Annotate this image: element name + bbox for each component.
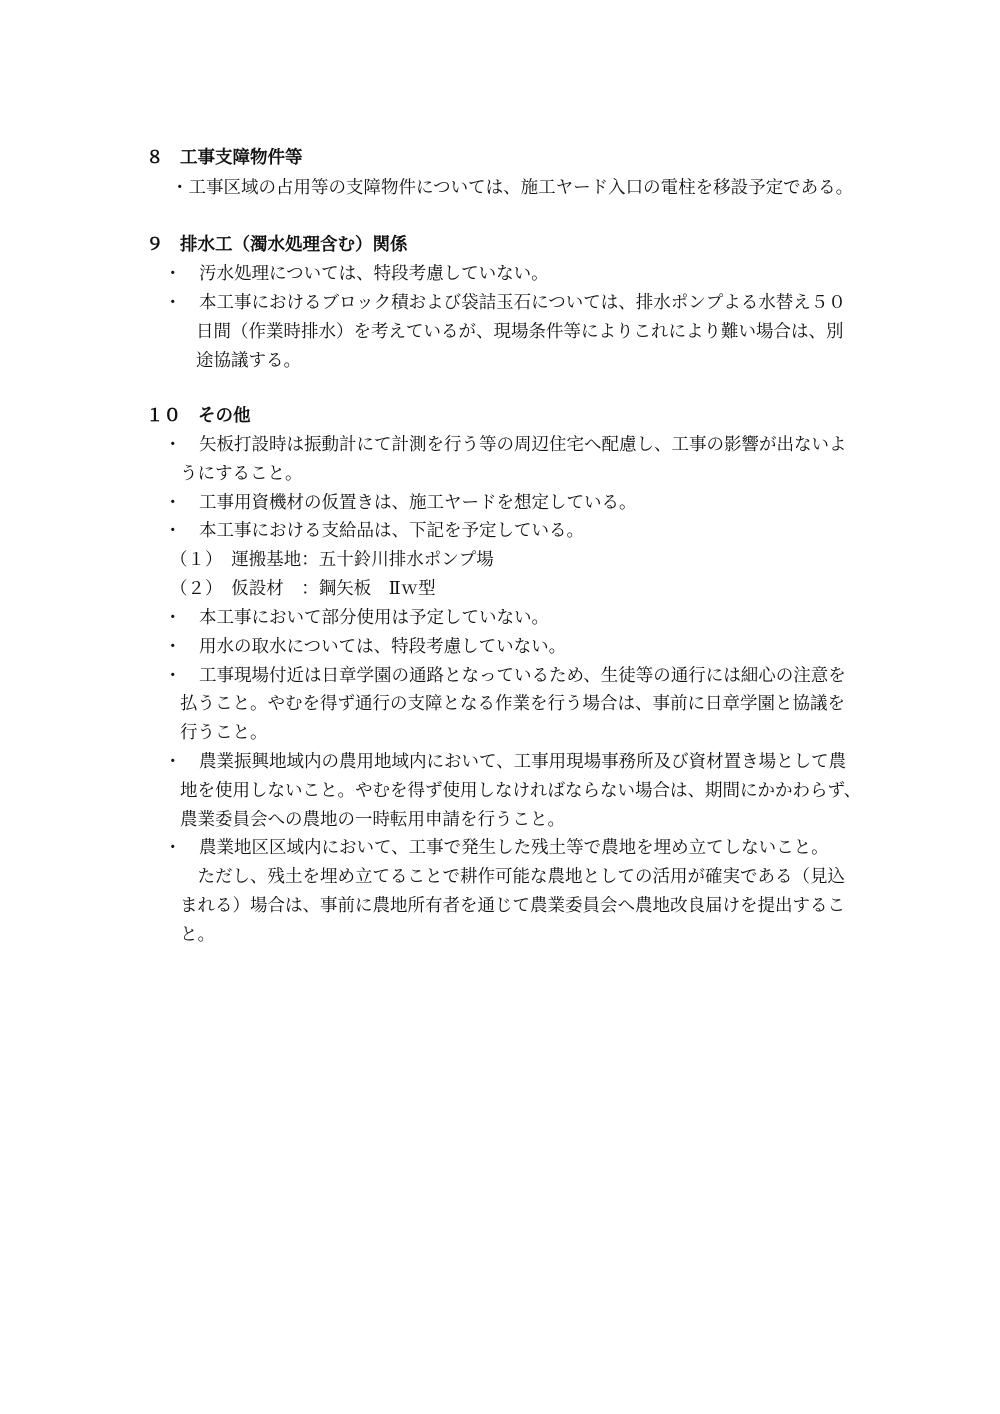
section-8-heading <box>146 146 303 170</box>
body-line: ・ 工事用資機材の仮置きは、施工ヤードを想定している。 <box>164 493 637 513</box>
section-number: ９ <box>146 235 164 255</box>
body-line: ・ 工事現場付近は日章学園の通路となっているため、生徒等の通行には細心の注意を <box>164 666 846 686</box>
section-title: その他 <box>198 406 251 426</box>
section-10-heading <box>146 404 251 428</box>
body-line: ・ 本工事において部分使用は予定していない。 <box>164 608 549 628</box>
body-line: 払うこと。やむを得ず通行の支障となる作業を行う場合は、事前に日章学園と協議を <box>180 694 845 714</box>
body-line: うにすること。 <box>180 464 303 484</box>
body-line: まれる）場合は、事前に農地所有者を通じて農業委員会へ農地改良届けを提出するこ <box>180 896 845 916</box>
body-line: と。 <box>180 925 215 945</box>
section-title: 排水工（濁水処理含む）関係 <box>180 235 408 255</box>
body-line: ただし、残土を埋め立てることで耕作可能な農地としての活用が確実である（見込 <box>180 867 845 887</box>
body-line: ・ 矢板打設時は振動計にて計測を行う等の周辺住宅へ配慮し、工事の影響が出ないよ <box>164 435 847 455</box>
section-9-heading <box>146 233 408 257</box>
section-title: 工事支障物件等 <box>180 148 303 168</box>
section-number: １０ <box>146 406 181 426</box>
body-line: ・ 用水の取水については、特段考慮していない。 <box>164 637 567 657</box>
body-line: （２） 仮設材 ：鋼矢板 Ⅱｗ型 <box>170 579 436 599</box>
body-line: ・工事区域の占用等の支障物件については、施工ヤード入口の電柱を移設予定である。 <box>171 178 854 198</box>
body-line: ・ 本工事におけるブロック積および袋詰玉石については、排水ポンプよる水替え５０ <box>164 293 846 313</box>
body-line: ・ 汚水処理については、特段考慮していない。 <box>164 264 549 284</box>
body-line: ・ 本工事における支給品は、下記を予定している。 <box>164 521 584 541</box>
body-line: ・ 農業振興地域内の農用地域内において、工事用現場事務所及び資材置き場として農 <box>164 752 847 772</box>
body-line: 農業委員会への農地の一時転用申請を行うこと。 <box>180 810 565 830</box>
body-line: 地を使用しないこと。やむを得ず使用しなければならない場合は、期間にかかわらず、 <box>180 781 862 801</box>
body-line: ・ 農業地区区域内において、工事で発生した残土等で農地を埋め立てしないこと。 <box>164 838 829 858</box>
body-line: （１） 運搬基地：五十鈴川排水ポンプ場 <box>170 550 494 570</box>
body-line: 日間（作業時排水）を考えているが、現場条件等によりこれにより難い場合は、別 <box>196 322 844 342</box>
body-line: 行うこと。 <box>180 723 268 743</box>
body-line: 途協議する。 <box>196 351 301 371</box>
section-number: ８ <box>146 148 164 168</box>
